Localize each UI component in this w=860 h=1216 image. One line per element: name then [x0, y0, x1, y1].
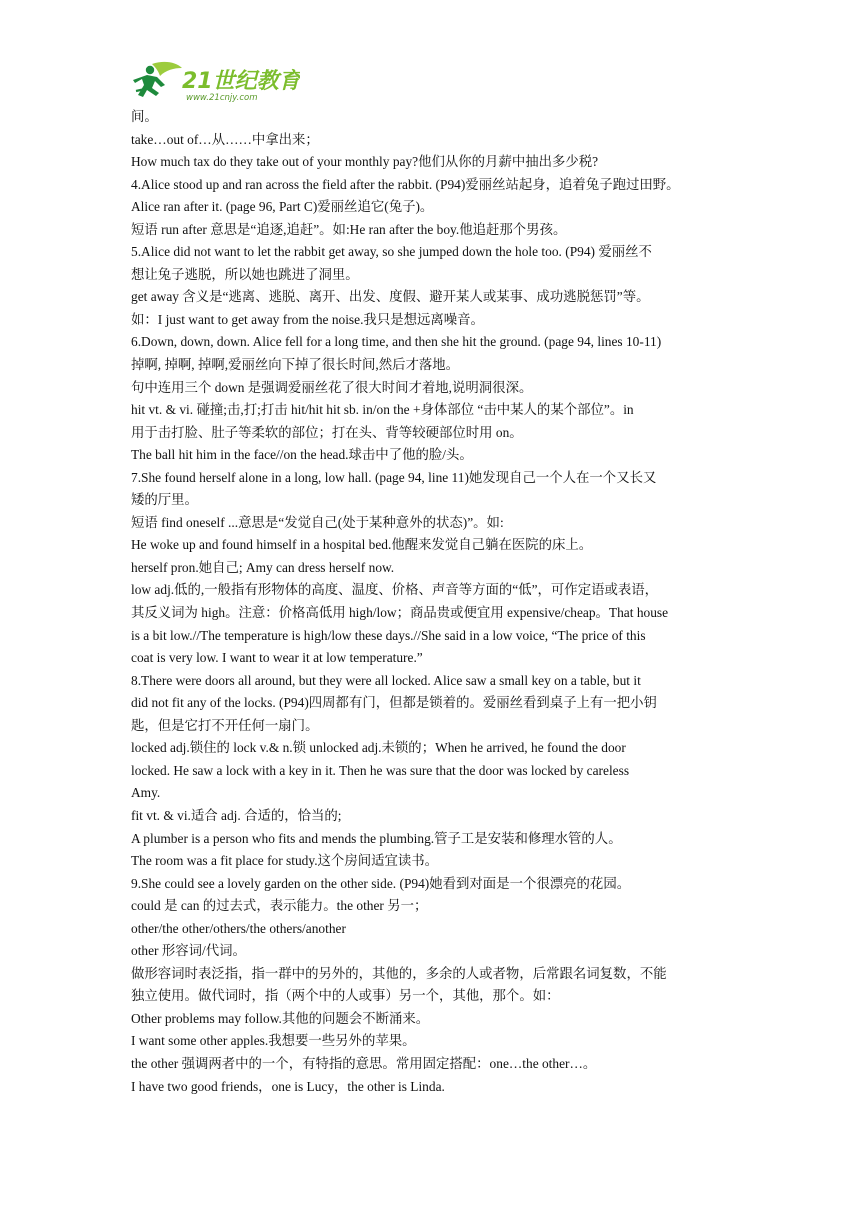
text-line: 掉啊, 掉啊, 掉啊,爱丽丝向下掉了很长时间,然后才落地。 [131, 357, 460, 373]
text-line: hit vt. & vi. 碰撞;击,打;打击 hit/hit hit sb. in/on the +身体部位 “击中某人的某个部位”。in [131, 402, 634, 418]
text-line: 想让兔子逃脱，所以她也跳进了洞里。 [131, 266, 359, 282]
text-line: did not fit any of the locks. (P94)四周都有门，但都是锁着的。爱丽丝看到桌子上有一把小钥 [131, 695, 657, 711]
text-line: 7.She found herself alone in a long, low hall. (page 94, line 11)她发现自己一个人在一个又长又 [131, 469, 657, 485]
text-line: 如：I just want to get away from the noise.我只是想远离噪音。 [131, 311, 484, 327]
text-line: other/the other/others/the others/another [131, 920, 346, 936]
text-line: 5.Alice did not want to let the rabbit get away, so she jumped down the hole too. (P94) 爱丽丝不 [131, 244, 652, 260]
text-line: The room was a fit place for study.这个房间适宜读书。 [131, 853, 439, 869]
text-line: 短语 run after 意思是“追逐,追赶”。如:He ran after the boy.他追赶那个男孩。 [131, 221, 567, 237]
text-line: 独立使用。做代词时，指（两个中的人或事）另一个，其他，那个。如： [131, 988, 560, 1004]
text-line: low adj.低的,一般指有形物体的高度、温度、价格、声音等方面的“低”，可作定语或表语， [131, 582, 659, 598]
text-line: locked. He saw a lock with a key in it. Then he was sure that the door was locked by careless [131, 762, 630, 778]
text-line: 9.She could see a lovely garden on the other side. (P94)她看到对面是一个很漂亮的花园。 [131, 875, 631, 891]
text-line: 4.Alice stood up and ran across the field after the rabbit. (P94)爱丽丝站起身，追着兔子跑过田野。 [131, 176, 680, 192]
text-line: fit vt. & vi.适合 adj. 合适的，恰当的; [131, 807, 342, 823]
text-line: Other problems may follow.其他的问题会不断涌来。 [131, 1010, 430, 1026]
text-line: A plumber is a person who fits and mends the plumbing.管子工是安装和修理水管的人。 [131, 830, 622, 846]
text-line: I have two good friends，one is Lucy，the other is Linda. [131, 1078, 445, 1094]
text-line: 6.Down, down, down. Alice fell for a long time, and then she hit the ground. (page 94, lines 10-11) [131, 334, 662, 350]
text-line: could 是 can 的过去式，表示能力。the other 另一； [131, 898, 428, 914]
text-line: 匙，但是它打不开任何一扇门。 [131, 717, 319, 733]
runner-logo-icon [130, 58, 300, 104]
text-line: is a bit low.//The temperature is high/low these days.//She said in a low voice, “The price of this [131, 627, 646, 643]
text-line: The ball hit him in the face//on the head.球击中了他的脸/头。 [131, 447, 473, 463]
text-line: 短语 find oneself ...意思是“发觉自己(处于某种意外的状态)”。如: [131, 514, 504, 530]
text-line: Amy. [131, 785, 161, 801]
text-line: I want some other apples.我想要一些另外的苹果。 [131, 1033, 416, 1049]
text-line: locked adj.锁住的 lock v.& n.锁 unlocked adj.未锁的；When he arrived, he found the door [131, 740, 626, 756]
text-line: the other 强调两者中的一个，有特指的意思。常用固定搭配：one…the other…。 [131, 1055, 597, 1071]
text-line: Alice ran after it. (page 96, Part C)爱丽丝追它(兔子)。 [131, 199, 434, 215]
text-line: 矮的厅里。 [131, 492, 198, 508]
text-line: coat is very low. I want to wear it at low temperature.” [131, 650, 423, 666]
logo-url-text: www.21cnjy.com [186, 93, 258, 103]
logo-text: 21世纪教育 [182, 69, 300, 94]
text-line: 用于击打脸、肚子等柔软的部位；打在头、背等较硬部位时用 on。 [131, 424, 523, 440]
site-logo [130, 58, 300, 104]
text-line: 8.There were doors all around, but they were all locked. Alice saw a small key on a table, but it [131, 672, 641, 688]
text-line: take…out of…从……中拿出来； [131, 131, 319, 147]
text-line: get away 含义是“逃离、逃脱、离开、出发、度假、避开某人或某事、成功逃脱惩罚”等。 [131, 289, 650, 305]
text-line: 间。 [131, 109, 158, 124]
text-line: herself pron.她自己; Amy can dress herself now. [131, 559, 395, 575]
text-line: 做形容词时表泛指，指一群中的另外的，其他的，多余的人或者物，后常跟名词复数，不能 [131, 965, 667, 981]
text-line: 句中连用三个 down 是强调爱丽丝花了很大时间才着地,说明洞很深。 [131, 379, 533, 395]
text-line: other 形容词/代词。 [131, 943, 246, 959]
document-body [131, 106, 741, 1098]
text-line: 其反义词为 high。注意：价格高低用 high/low；商品贵或便宜用 expensive/cheap。That house [131, 605, 669, 621]
text-line: How much tax do they take out of your monthly pay?他们从你的月薪中抽出多少税? [131, 154, 599, 170]
text-line: He woke up and found himself in a hospital bed.他醒来发觉自己躺在医院的床上。 [131, 537, 593, 553]
